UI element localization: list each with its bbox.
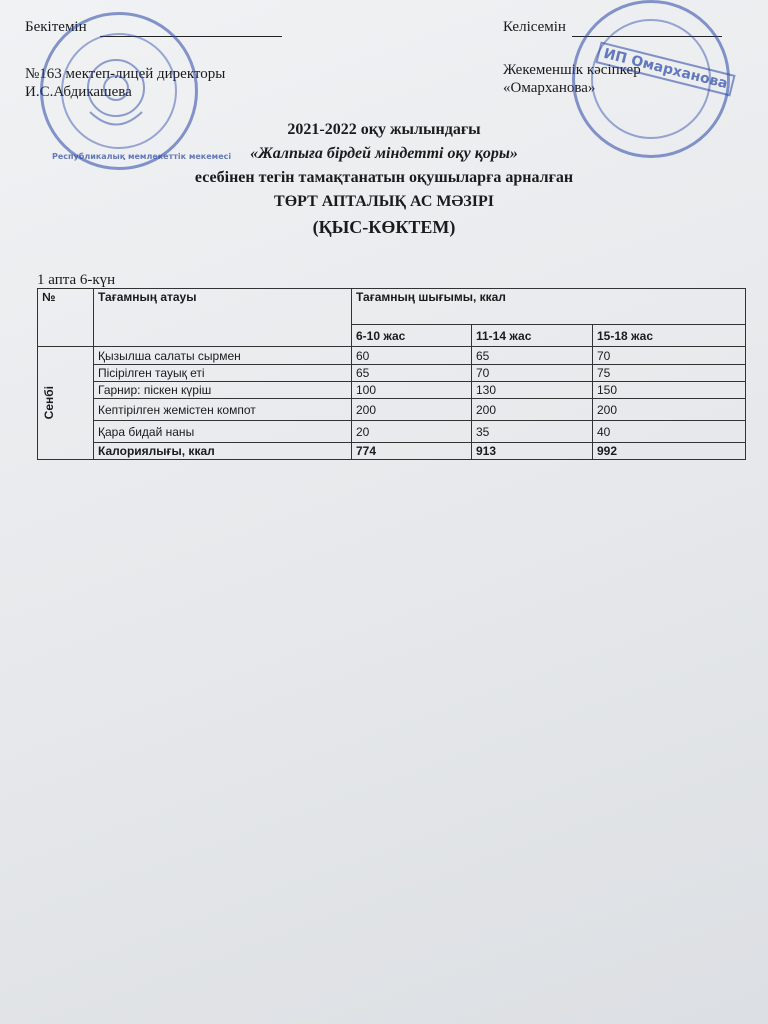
dish-kcal-15-18: 40 [593,421,746,443]
agree-label: Келісемін [503,19,566,35]
dish-kcal-6-10: 100 [352,382,472,399]
total-kcal-6-10: 774 [352,443,472,460]
director-position: №163 мектеп-лицей директоры [25,66,226,82]
dish-kcal-11-14: 130 [472,382,593,399]
col-name-header: Тағамның атауы [94,289,352,347]
total-label: Калориялығы, ккал [94,443,352,460]
week-label: 1 апта 6-күн [37,272,116,288]
title-line-3: есебінен тегін тамақтанатын оқушыларға арналған [194,169,574,186]
emblem-icon [40,12,192,164]
dish-kcal-11-14: 35 [472,421,593,443]
dish-kcal-6-10: 20 [352,421,472,443]
age-group-2: 11-14 жас [472,325,593,347]
title-line-1: 2021-2022 оқу жылындағы [287,121,481,138]
table-header-row [38,289,746,325]
table-row [38,382,746,399]
school-seal-text: Республикалық мемлекеттік мекемесі [52,152,232,161]
dish-kcal-11-14: 65 [472,347,593,365]
dish-kcal-15-18: 75 [593,365,746,382]
dish-kcal-6-10: 200 [352,399,472,421]
title-line-5: (ҚЫС-КӨКТЕМ) [312,217,456,237]
director-name: И.С.Абдикашева [25,84,132,100]
dish-kcal-6-10: 60 [352,347,472,365]
dish-kcal-11-14: 200 [472,399,593,421]
table-row [38,399,746,421]
dish-name: Пісірілген тауық еті [94,365,352,382]
dish-kcal-15-18: 150 [593,382,746,399]
approve-label: Бекітемін [25,19,87,35]
dish-kcal-15-18: 200 [593,399,746,421]
table-row [38,365,746,382]
table-row [38,421,746,443]
menu-table [37,288,746,460]
dish-kcal-6-10: 65 [352,365,472,382]
entrepreneur-position: Жекеменшік кәсіпкер [503,62,641,78]
total-row [38,443,746,460]
age-group-1: 6-10 жас [352,325,472,347]
dish-name: Қара бидай наны [94,421,352,443]
day-cell [38,347,94,460]
col-number-header: № [38,289,94,347]
table-row [38,347,746,365]
dish-name: Гарнир: піскен күріш [94,382,352,399]
age-group-3: 15-18 жас [593,325,746,347]
dish-name: Кептірілген жемістен компот [94,399,352,421]
day-label: Сенбі [42,386,56,420]
entrepreneur-name: «Омарханова» [503,80,596,96]
total-kcal-11-14: 913 [472,443,593,460]
entrepreneur-seal-text: ИП Омарханова [595,41,735,96]
title-line-4: ТӨРТ АПТАЛЫҚ АС МӘЗІРІ [274,193,494,210]
dish-kcal-15-18: 70 [593,347,746,365]
title-line-2: «Жалпыға бірдей міндетті оқу қоры» [250,145,518,162]
dish-kcal-11-14: 70 [472,365,593,382]
col-yield-header: Тағамның шығымы, ккал [352,289,746,325]
dish-name: Қызылша салаты сырмен [94,347,352,365]
total-kcal-15-18: 992 [593,443,746,460]
